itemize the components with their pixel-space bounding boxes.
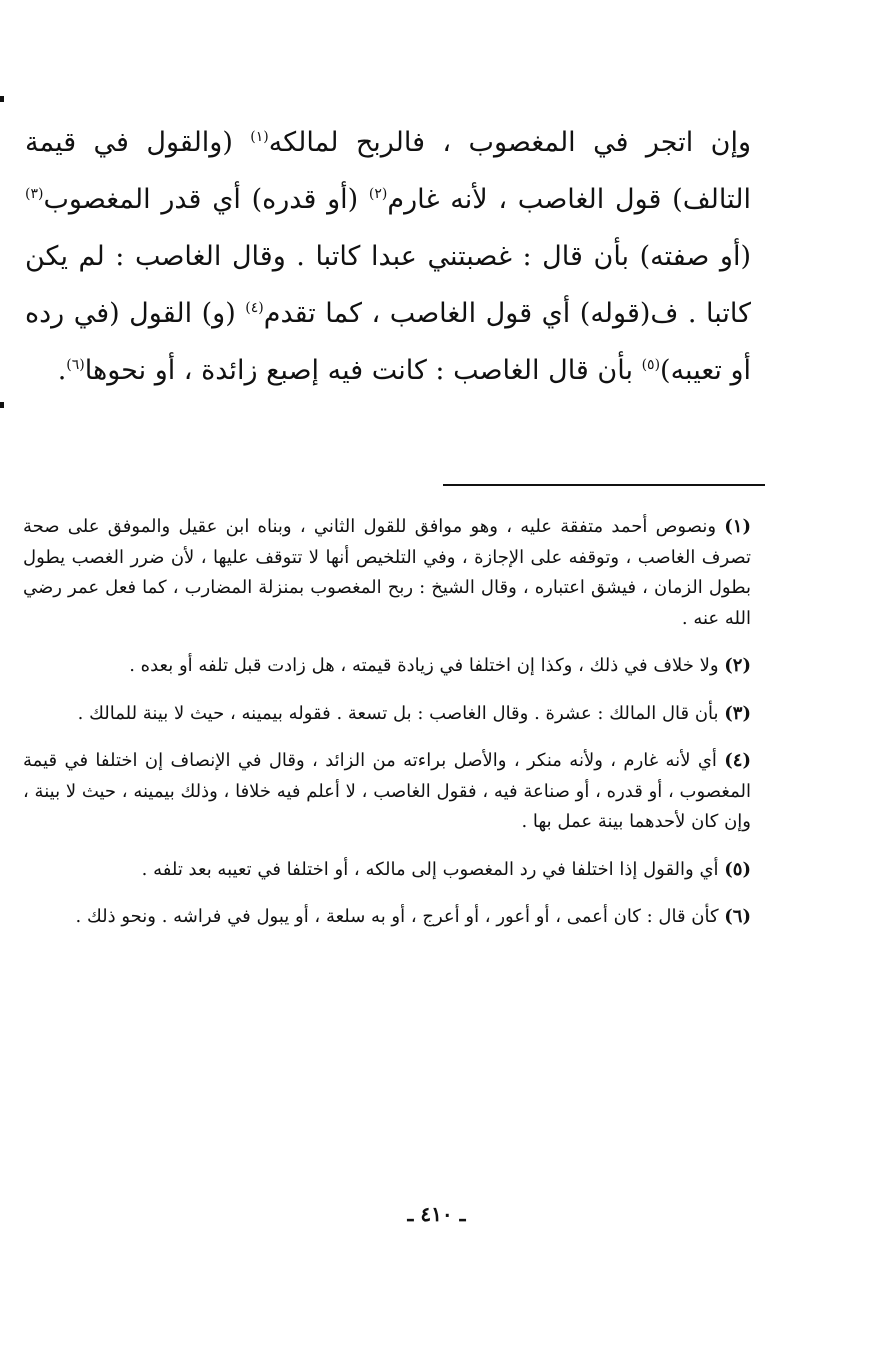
- footnote-number: (٥): [724, 858, 751, 880]
- footnote-divider: [443, 484, 765, 486]
- footnote-text: أي والقول إذا اختلفا في رد المغصوب إلى مالكه ، أو اختلفا في تعيبه بعد تلفه .: [141, 858, 725, 880]
- margin-mark: [0, 96, 4, 102]
- main-text-segment: وإن اتجر في المغصوب ، فالربح لمالكه: [268, 127, 751, 158]
- footnote-text: ولا خلاف في ذلك ، وكذا إن اختلفا في زيادة قيمته ، هل زادت قبل تلفه أو بعده .: [129, 655, 725, 676]
- footnote-number: (١): [724, 516, 751, 537]
- footnote-number: (٢): [724, 655, 751, 676]
- main-text-segment: بأن قال الغاصب : كانت فيه إصبع زائدة ، أو نحوها: [84, 355, 642, 386]
- footnote-text: ونصوص أحمد متفقة عليه ، وهو موافق للقول الثاني ، وبناه ابن عقيل والموفق على صحة تصرف الغاصب ، وتوقفه على الإجازة ، وفي التلخيص أنها لا تتوقف عليها ، لأن ضرر الغصب يطول بطول الزمان ، فيشق اعتباره ، وقال الشيخ : ربح المغصوب بمنزلة المضارب ، كما فعل عمر رضي الله عنه .: [23, 516, 751, 629]
- footnote-text: بأن قال المالك : عشرة . وقال الغاصب : بل تسعة . فقوله بيمينه ، حيث لا بينة للمالك .: [77, 702, 725, 724]
- footnote: [23, 746, 751, 838]
- footnote: [23, 512, 751, 634]
- footnote-ref: (٤): [245, 300, 264, 316]
- main-text-segment: (أو صفته) بأن قال : غصبتني عبدا كاتبا . وقال الغاصب : لم يكن كاتبا . ف(قوله) أي قول الغاصب ، كما تقدم: [25, 241, 751, 329]
- footnote-text: كأن قال : كان أعمى ، أو أعور ، أو أعرج ، أو به سلعة ، أو يبول في فراشه . ونحو ذلك .: [75, 906, 725, 927]
- footnote-ref: (٢): [368, 186, 388, 202]
- page-number: ـ ٤١٠ ـ: [407, 1202, 466, 1226]
- main-text-segment: .: [57, 355, 67, 386]
- margin-mark: [0, 402, 4, 408]
- footnote: [23, 855, 751, 886]
- footnote: [23, 902, 751, 933]
- footnote-text: أي لأنه غارم ، ولأنه منكر ، والأصل براءته من الزائد ، وقال في الإنصاف إن اختلفا في قيمة المغصوب ، أو قدره ، أو صناعة فيه ، فقول الغاصب ، لا أعلم فيه خلافا ، وذلك بيمينه ، حيث لا بينة ، وإن كان لأحدهما بينة عمل بها .: [23, 750, 751, 832]
- footnote-ref: (٦): [66, 357, 85, 373]
- footnote-number: (٦): [724, 906, 751, 927]
- footnote-ref: (٥): [641, 357, 661, 373]
- main-text-segment: (و) القول (في رده أو تعيبه): [25, 298, 751, 386]
- main-text-segment: (أو قدره) أي قدر المغصوب: [43, 184, 369, 215]
- footnotes: [23, 512, 751, 950]
- footnote: [23, 651, 751, 682]
- footnote: [23, 699, 751, 730]
- main-text-segment: (والقول في قيمة التالف) قول الغاصب ، لأنه غارم: [25, 127, 751, 215]
- footnote-ref: (٣): [25, 186, 44, 202]
- main-text: [25, 114, 751, 399]
- footnote-ref: (١): [250, 129, 269, 145]
- footnote-number: (٣): [724, 702, 751, 724]
- footnote-number: (٤): [724, 750, 751, 771]
